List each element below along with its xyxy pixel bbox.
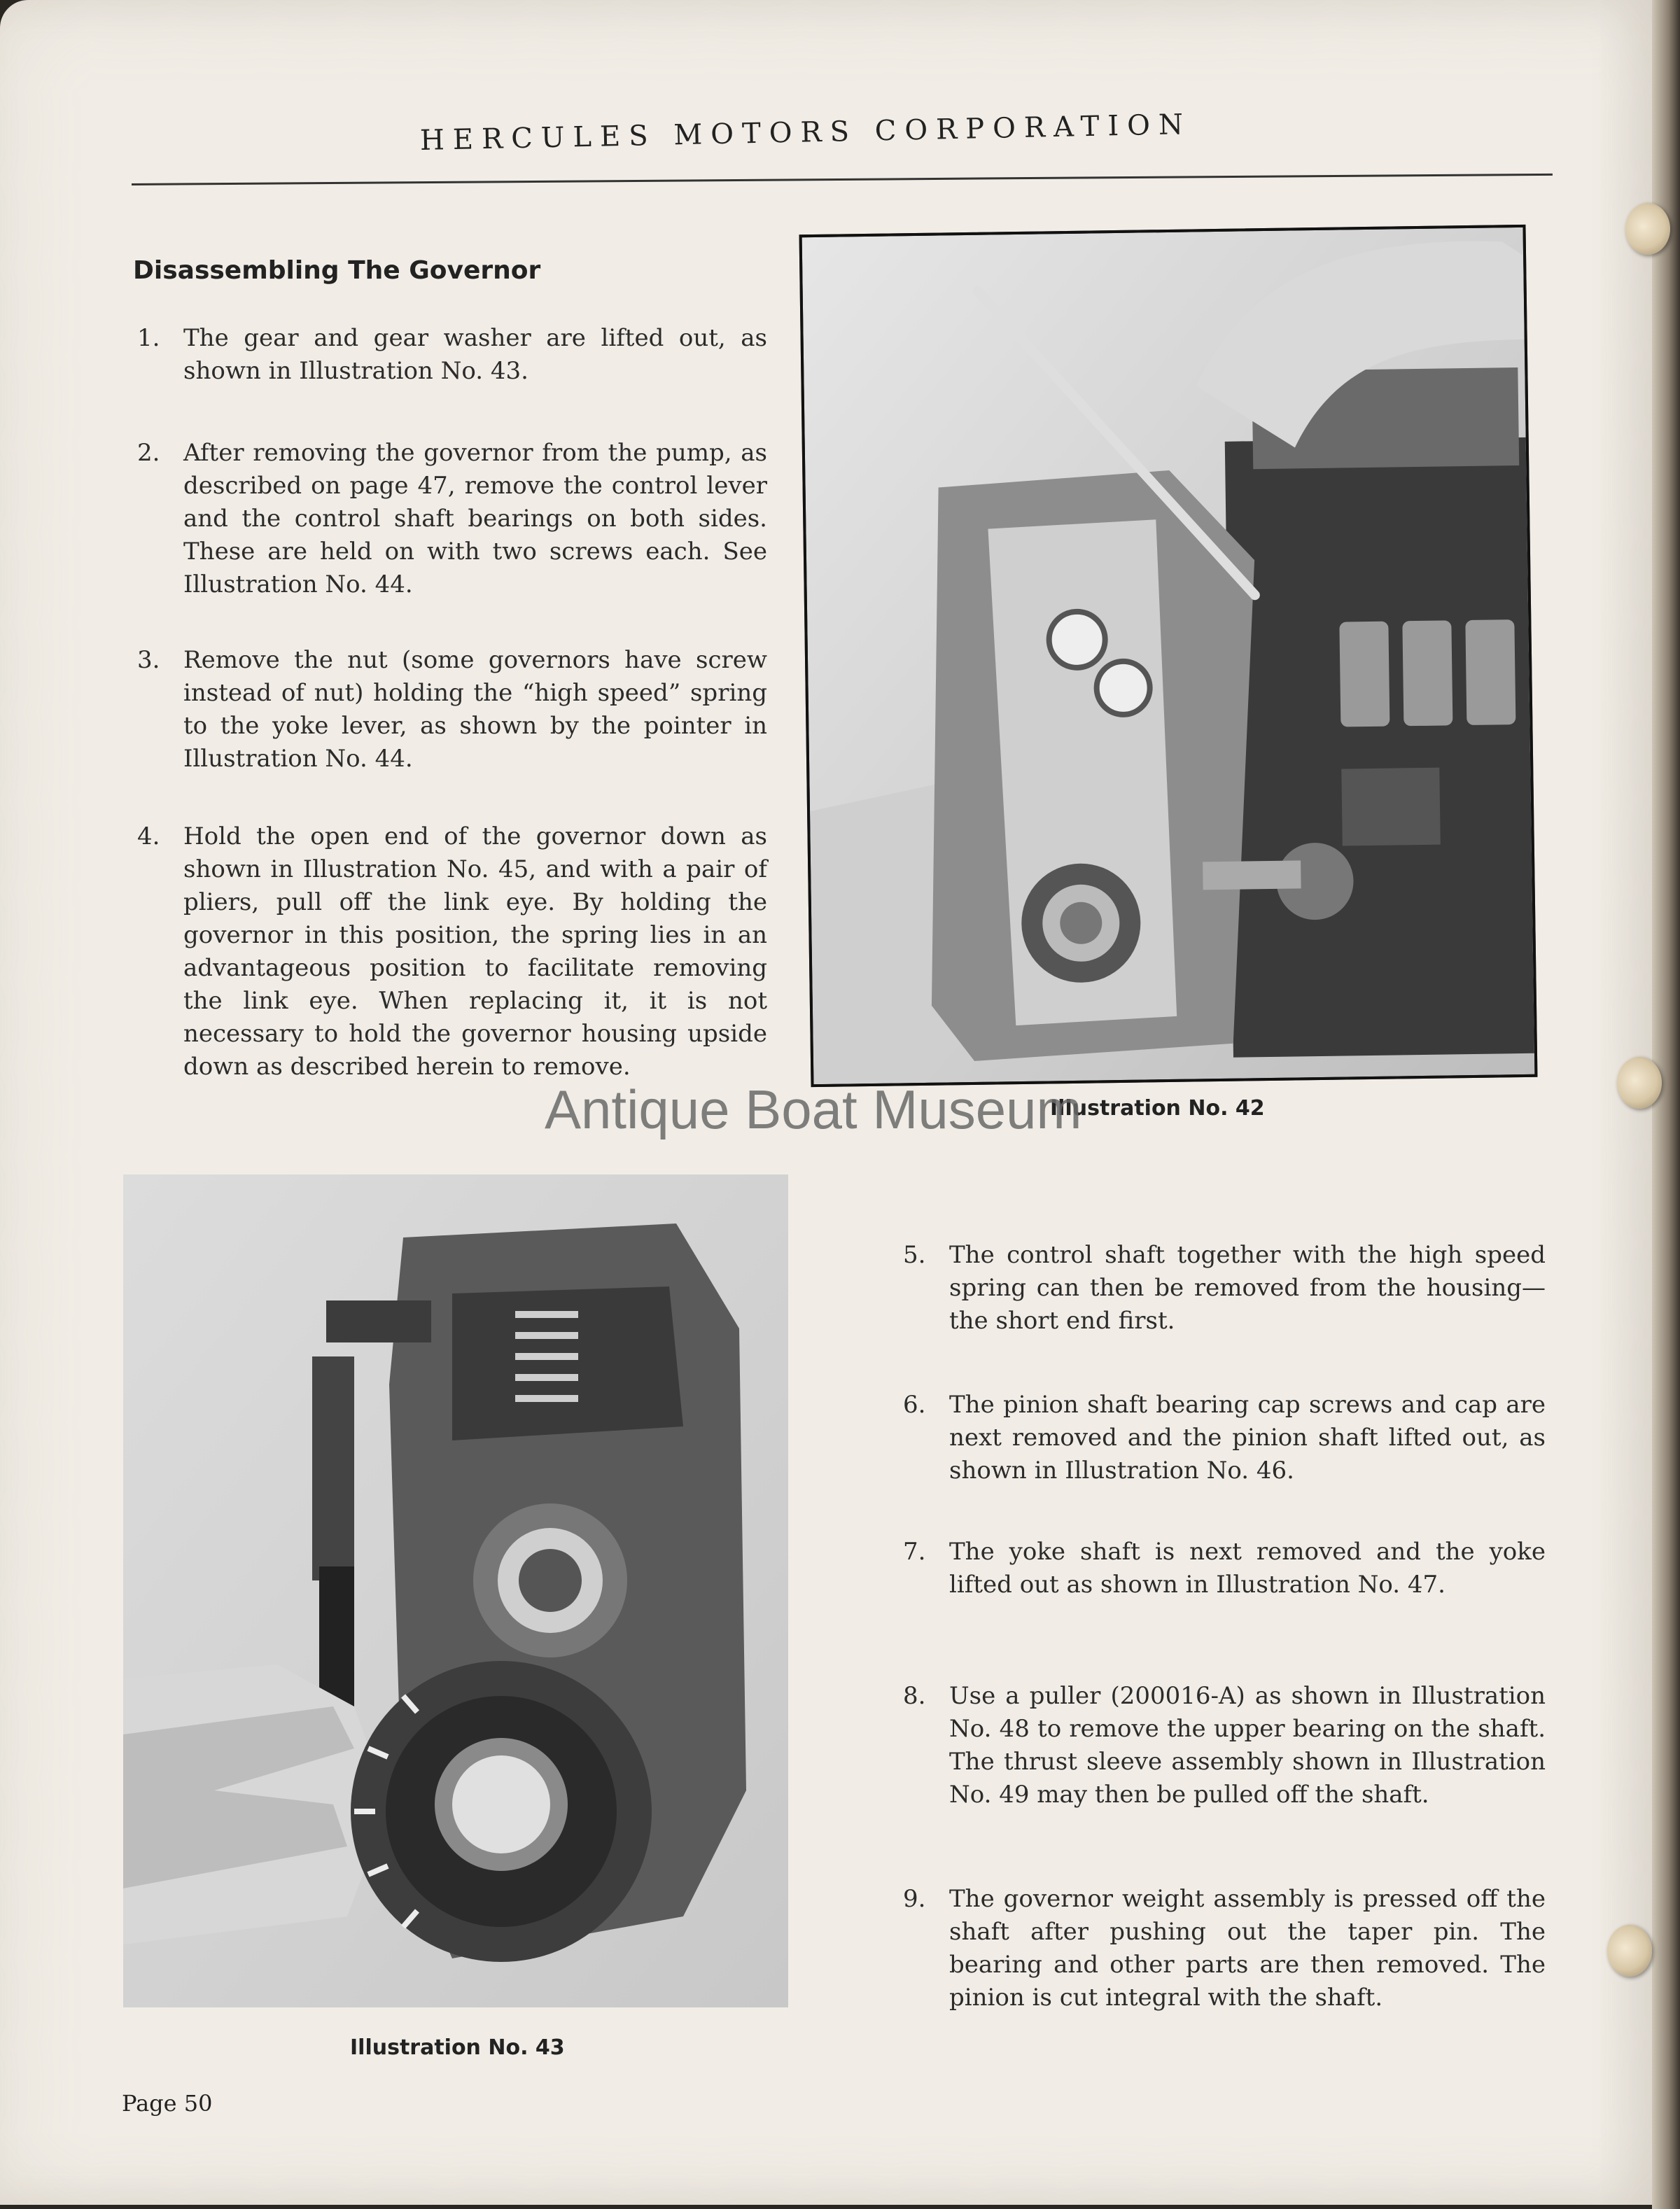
- step-number: 7.: [903, 1538, 926, 1566]
- left-column: [137, 322, 767, 1092]
- step-5: [903, 1239, 1546, 1338]
- binding-edge: [1652, 0, 1680, 2209]
- step-7: [903, 1536, 1546, 1601]
- step-text: Use a puller (200016-A) as shown in Illustration No. 48 to remove the upper bearing on the shaft. The thrust sleeve assembly shown in Illustration No. 49 may then be pulled off the shaft.: [949, 1682, 1546, 1809]
- step-number: 4.: [137, 822, 160, 850]
- step-1: [137, 322, 767, 388]
- section-title: Disassembling The Governor: [133, 256, 541, 285]
- right-column: [903, 1239, 1546, 2065]
- illustration-43-photo: [123, 1174, 788, 2007]
- governor-housing-photo-icon: [802, 227, 1535, 1084]
- step-number: 2.: [137, 439, 160, 467]
- watermark: Antique Boat Museum: [545, 1079, 1082, 1140]
- page-number: Page 50: [122, 2090, 213, 2117]
- header-rule: [132, 174, 1553, 185]
- step-text: The yoke shaft is next removed and the yoke lifted out as shown in Illustration No. 47.: [949, 1538, 1546, 1599]
- illustration-43-caption: Illustration No. 43: [350, 2035, 565, 2060]
- binder-hole-middle: [1617, 1057, 1662, 1109]
- illustration-42-caption: Illustration No. 42: [1050, 1096, 1265, 1121]
- governor-gear-photo-icon: [123, 1174, 788, 2007]
- step-number: 8.: [903, 1682, 926, 1710]
- step-9: [903, 1883, 1546, 2014]
- step-text: The control shaft together with the high speed spring can then be removed from the housing—the short end first.: [949, 1241, 1546, 1335]
- step-4: [137, 820, 767, 1084]
- step-number: 9.: [903, 1885, 926, 1913]
- step-number: 3.: [137, 646, 160, 674]
- step-text: The governor weight assembly is pressed off the shaft after pushing out the taper pin. The bearing and other parts are then removed. The pinion is cut integral with the shaft.: [949, 1885, 1546, 2012]
- binder-hole-bottom: [1607, 1925, 1652, 1977]
- step-number: 1.: [137, 324, 160, 352]
- step-text: After removing the governor from the pump, as described on page 47, remove the control lever and the control shaft bearings on both sides. These are held on with two screws each. See Illustration No. 44.: [183, 439, 767, 598]
- step-text: Hold the open end of the governor down as shown in Illustration No. 45, and with a pair of pliers, pull off the link eye. By holding the governor in this position, the spring lies in an advantageous position to facilitate removing the link eye. When replacing it, it is not necessary to hold the governor housing upside down as described herein to remove.: [183, 822, 767, 1081]
- step-text: Remove the nut (some governors have screw instead of nut) holding the “high speed” spring to the yoke lever, as shown by the pointer in Illustration No. 44.: [183, 646, 767, 773]
- step-3: [137, 644, 767, 776]
- step-8: [903, 1680, 1546, 1811]
- step-text: The pinion shaft bearing cap screws and cap are next removed and the pinion shaft lifted out, as shown in Illustration No. 46.: [949, 1391, 1546, 1485]
- step-text: The gear and gear washer are lifted out, as shown in Illustration No. 43.: [183, 324, 767, 385]
- binder-hole-top: [1625, 203, 1670, 255]
- illustration-42-photo: [799, 225, 1538, 1087]
- step-2: [137, 437, 767, 601]
- step-number: 6.: [903, 1391, 926, 1419]
- running-header: HERCULES MOTORS CORPORATION: [419, 108, 1192, 157]
- step-6: [903, 1389, 1546, 1487]
- step-number: 5.: [903, 1241, 926, 1269]
